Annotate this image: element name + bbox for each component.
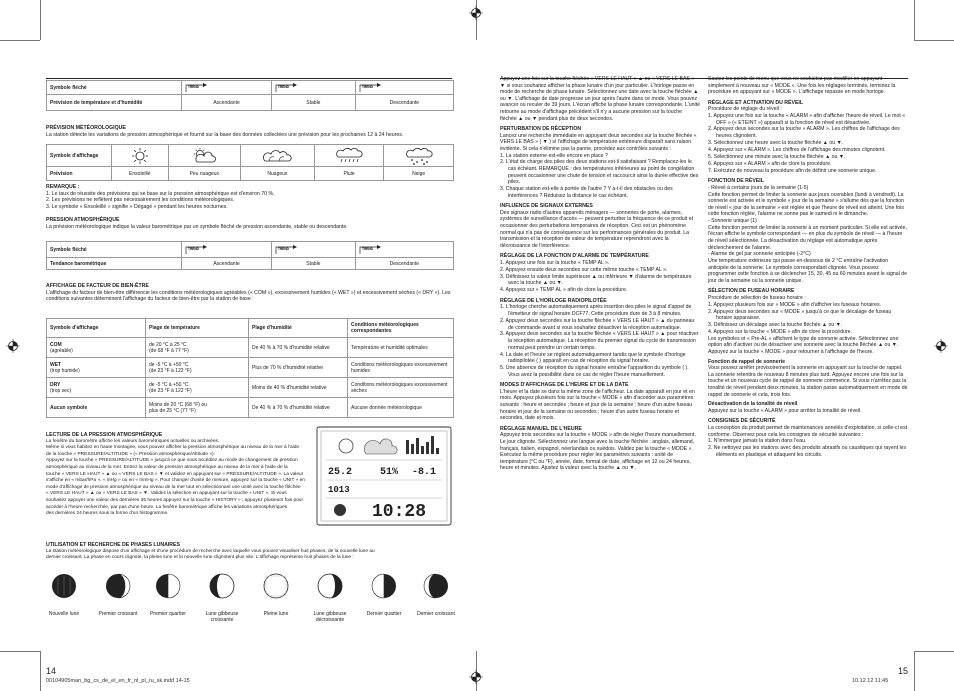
trend-row-label: Symbole fléché	[47, 81, 182, 95]
trend-value: Descendante	[355, 95, 453, 111]
comfort-condition: Aucune donnée météorologique	[348, 398, 454, 418]
trend-value: Descendante	[355, 258, 453, 270]
moon-phase-label: Pleine lune	[263, 611, 289, 617]
list-item: 1. L'horloge cherche automatiquement après insertion des piles le signal d'appel de l'émetteur de signal horaire DCF77. Cette procédure dure de 3 à 8 minutes.	[500, 304, 692, 318]
registration-mark-icon	[934, 339, 948, 353]
section-heading: RÉGLAGE ET ACTIVATION DU RÉVEIL	[708, 99, 804, 106]
comfort-header: Symbole d'affichage	[47, 319, 146, 338]
list-item: 2. L'état de charge des piles des deux stations est-il satisfaisant ? Remplacez-les le cas échéant. REMARQUE : des températures inférieures au point de congélation peuvent occasionner une chute de tension et raccourcir ainsi la durée effective des piles.	[500, 159, 699, 186]
paragraph: La conception du produit permet de maintenances annelés d'exploitation, si celle-ci est conforme. Observez pour cela les consignes de sécurité suivantes :	[708, 424, 908, 438]
section-heading: RÉGLAGE MANUEL DE L'HEURE	[500, 425, 582, 432]
crop-mark	[914, 651, 954, 652]
list-item: 1. Appuyez une fois sur la touche « TEMP AL ».	[500, 260, 610, 267]
list-item: 4. La date et l'heure se règlent automatiquement tandis que le symbole d'horloge radiopilotée ( ) apparaît en cas de réception du signal horaire.	[500, 351, 686, 365]
section-heading: RÉGLAGE DE LA FONCTION D'ALARME DE TEMPÉRATURE	[500, 253, 649, 260]
forecast-value: Ensoleillé	[112, 167, 169, 181]
table-row	[47, 398, 454, 418]
crop-mark	[0, 40, 40, 41]
paragraph: L'affichage du facteur de bien-être différencie les conditions météorologiques agréables (« COM »), excessivement humides (« WET ») et excessivement sèches (« DRY »). Les conditions suivantes déterminent l'affichage du facteur de bien-être par la station de base :	[46, 289, 451, 303]
list-item: 2. Appuyez deux secondes sur la touche « ALARM ». Les chiffres de l'affichage des heures clignotent.	[708, 126, 900, 140]
paragraph-line: touche « VERS LE HAUT » ▲ ou « VERS LE BAS » ▼ et validez en appuyant sur « PRESSURE/ALTITUDE ». La valeur	[46, 471, 304, 477]
svg-text:25.2: 25.2	[328, 467, 353, 478]
trend-row-label: Tendance barométrique	[47, 258, 182, 270]
sun-icon	[112, 145, 169, 167]
trend-value: Ascendante	[182, 258, 272, 270]
list-item: 4. Appuyez sur « TEMP AL » afin de clore la procédure.	[500, 287, 628, 294]
list-item: 2. Appuyez deux secondes sur la touche fléchée « VERS LE HAUT » ▲ du panneau de commande avant si vous souhaitez désactiver la réception automatique.	[500, 317, 695, 331]
comfort-temp: de 20 °C à 25 °C (de 68 °F à 77 °F)	[146, 338, 249, 358]
paragraph: Procédure de réglage du réveil :	[708, 106, 782, 113]
comfort-symbol: DRY	[50, 381, 61, 388]
forecast-value: Neige	[384, 167, 454, 181]
paragraph: Vous pouvez arrêter provisoirement la sonnerie en appuyant sur la touche de rappel. La sonnerie retentira de nouveau 8 minutes plus tard. Appuyez encore une fois sur la touche et un nouveau cycle de rappel de sonnerie commence. Si vous n'arrêtez pas la tonalité de réveil pendant deux minutes, la station passe automatiquement en mode de rappel de sonnerie et cela, trois fois.	[708, 365, 908, 398]
comfort-condition: Conditions météorologiques excessivement humides	[348, 358, 454, 378]
weather-station-display-illustration	[316, 426, 452, 526]
svg-text:TREND: TREND	[278, 84, 290, 89]
registration-mark-icon	[469, 670, 483, 684]
paragraph-line: Appuyez sur la touche « PRESSURE/ALTITUDE » jusqu'à ce que vous accédiez au mode de changement de pression	[46, 458, 298, 464]
section-heading: INFLUENCE DE SIGNAUX EXTERNES	[500, 203, 593, 210]
list-item: 4. Appuyez sur « ALARM ». Les chiffres de l'affichage des minutes clignotent.	[708, 146, 886, 153]
paragraph: Appuyez trois secondes sur la touche « MODE » afin de régler l'heure manuellement. Le jour clignote. Sélectionnez une langue avec la touche fléchée : anglais, allemand, français, italien, espagnol, néerlandais ou suédois. Validez par la touche « MODE ». Exécutez la même procédure pour régler les paramètres suivants : unité de température (°C ou °F), année, date, format de date, affichage en 12 ou 24 heures, heure et minutes. Ajustez la valeur avec la touche ▲ ou ▼.	[500, 432, 696, 472]
paragraph-line: La station météorologique dispose d'un affichage et d'une procédure de recherche avec laquelle vous pouvez visualiser huit phases, de la nouvelle lune au	[46, 548, 375, 554]
remark-item: 3. Le symbole « Ensoleillé » signifie « Dégagé » pendant les heures nocturnes.	[46, 203, 228, 210]
paragraph: Une température extérieure qui passe en-dessous de 2 °C entraîne l'activation anticipée de la sonnerie. Le symbole correspondant clignote. Vous pouvez programmer cette fonction à se déclencher 15, 30, 45 ou 60 minutes avant le signal de jour de la semaine ou la sonnerie unique.	[708, 258, 907, 284]
svg-text:51%: 51%	[380, 467, 399, 478]
list-item: 3. Appuyez deux secondes sur la touche fléchée « VERS LE HAUT » ▲ pour réactiver la réception automatique. La réception du premier signal du cycle de transmission normal peut prendre un certain temps.	[500, 331, 699, 351]
paragraph-line: La fenêtre du baromètre affiche les valeurs barométriques actuelles ou archivées.	[46, 438, 220, 444]
paragraph-line: des dernières 24 heures sous la forme d'un histogramme.	[46, 511, 169, 517]
list-item: - Sonnerie unique (1)	[708, 217, 757, 224]
registration-mark-icon	[6, 339, 20, 353]
paragraph: Les symboles et « Pre-AL » affichent le type de sonnerie activée. Sélectionnez une option afin d'activer ou de désactiver une sonnerie avec la touche fléchée ▲ ou ▼. Appuyez sur la touche « MODE » pour retourner à l'affichage de l'heure.	[708, 335, 899, 356]
forecast-row-label: Prévision	[47, 167, 112, 181]
section-heading: FONCTION DE RÉVEIL	[708, 178, 764, 185]
forecast-value: Peu nuageux	[168, 167, 241, 181]
crop-mark	[914, 651, 915, 691]
trend-down-icon	[355, 81, 453, 95]
registration-mark-icon	[469, 6, 483, 20]
trend-up-icon	[182, 242, 272, 258]
page-number: 14	[46, 666, 57, 676]
remark-item: 2. Les prévisions ne reflètent pas nécessairement les conditions météorologiques.	[46, 197, 235, 204]
trend-table-2	[46, 241, 454, 270]
list-item: - Réveil à certains jours de la semaine (1-5)	[708, 184, 809, 191]
table-row	[47, 378, 454, 398]
waxing-crescent-icon	[106, 574, 130, 598]
trend-stable-icon	[272, 81, 356, 95]
section-heading: PRÉVISION MÉTÉOROLOGIQUE	[46, 125, 126, 131]
crop-mark	[40, 651, 41, 691]
remark-item: 1. Le taux de réussite des prévisions qui se base sur la pression atmosphérique est d'environ 70 %.	[46, 190, 275, 197]
comfort-condition: Conditions météorologiques excessivement sèches	[348, 378, 454, 398]
trend-stable-icon	[272, 242, 356, 258]
list-item: 2. Appuyez ensuite deux secondes sur cette même touche « TEMP AL ».	[500, 266, 668, 273]
section-heading: RÉGLAGE DE L'HORLOGE RADIOPILOTÉE	[500, 297, 607, 304]
cloudy-icon	[241, 145, 315, 167]
paragraph: Des signaux radio d'autres appareils ménagers — sonneries de porte, alarmes, systèmes de surveillance d'accès — peuvent perturber la fréquence de ce produit et occasionner des perturbations temporaires de réception. Ceci est un phénomène normal qui n'a pas de conséquence sur les performances générales du produit. La transmission et la réception de valeur de température reprendront avec la décroissance de l'interférence.	[500, 209, 694, 249]
list-item: 5. Sélectionnez une minute avec la touche fléchée ▲ ou ▼.	[708, 153, 846, 160]
comfort-symbol: Aucun symbole	[50, 404, 88, 411]
comfort-humidity: De 40 % à 70 % d'humidité relative	[249, 338, 348, 358]
waning-crescent-icon	[424, 574, 448, 598]
section-heading: PRESSION ATMOSPHÉRIQUE	[46, 217, 120, 224]
forecast-value: Nuageux	[241, 167, 315, 181]
section-heading: LECTURE DE LA PRESSION ATMOSPHÉRIQUE	[46, 432, 163, 438]
svg-text:TREND: TREND	[188, 84, 199, 89]
list-item: 1. N'immergez jamais la station dans l'eau.	[708, 438, 807, 445]
subsection-heading: Fonction de rappel de sonnerie	[708, 358, 785, 365]
list-item: 1. Appuyez une fois sur la touche « ALARM » afin d'afficher l'heure de réveil. Le mot « OFF » (« ETEINT ») apparaît si la fonction de réveil est désactivée.	[708, 112, 906, 126]
list-item: - Alarme de gel par sonnerie anticipée (-2°C)	[708, 251, 811, 258]
paragraph-line: Même si vous habitez en haute montagne, vous pouvez afficher la pression atmosphérique au niveau de la mer à l'aide	[46, 445, 300, 451]
list-item: 2. Appuyez deux secondes sur « MODE » jusqu'à ce que le décalage de fuseau horaire apparaisse.	[708, 308, 892, 322]
svg-text:TREND: TREND	[361, 246, 373, 251]
forecast-value: Pluie	[314, 167, 384, 181]
moon-phase-label: Dernier quartier	[366, 611, 402, 617]
comfort-temp: de -5 °C à +50 °C (de 23 °F à 122 °F)	[146, 378, 249, 398]
comfort-condition: Température et humidité optimales	[348, 338, 454, 358]
moon-phase-section	[46, 542, 454, 562]
trend-row-label: Symbole fléché	[47, 242, 182, 258]
table-row	[47, 338, 454, 358]
crop-mark	[0, 651, 40, 652]
footer-timestamp: 10.12.12 11:45	[852, 678, 889, 684]
last-quarter-icon	[372, 574, 396, 598]
footer-filename: 00104905man_bg_cs_de_el_en_fr_nl_pl_ru_sk.indd 14-15	[46, 678, 190, 684]
list-item: 3. Sélectionnez une heure avec la touche fléchée ▲ ou ▼.	[708, 139, 844, 146]
trend-value: Ascendante	[182, 95, 272, 111]
trend-up-icon	[182, 81, 272, 95]
paragraph: Appuyez une fois sur la touche fléchée « VERS LE HAUT » ▲ ou « VERS LE BAS » ▼ si vous souhaitez afficher la phase lunaire d'un jour particulier. L'horloge passe en mode de recherche de phase lunaire. Sélectionnez une date avec la touche fléchée ▲ ou ▼. L'affichage de date progresse un jour après l'autre dans ce mode. Vous pouvez avancer ou reculer de 39 jours. L'écran affiche la phase lunaire correspondante. L'unité retourne au mode d'affichage précédent s'il n'y a aucune pression sur la touche fléchée ▲ ou ▼ pendant plus de deux secondes.	[500, 76, 701, 122]
svg-text:TREND: TREND	[278, 246, 290, 251]
moon-phase-label: Premier quartier	[150, 611, 186, 617]
section-heading: CONSIGNES DE SÉCURITÉ	[708, 418, 776, 425]
list-item: 3. Chaque station est-elle à portée de l'autre ? Y a-t-il des obstacles ou des interférences ? Réduisez la distance le cas échéant.	[500, 186, 673, 199]
moon-phase-label: Lune gibbeuse croissante	[205, 611, 239, 623]
comfort-temp: Moins de 20 °C (68 °F) ou plus de 25 °C (77 °F)	[146, 398, 249, 418]
svg-text:TREND: TREND	[188, 246, 199, 251]
paragraph: La prévision météorologique indique la valeur barométrique par un symbole fléché de pression ascendante, stable ou descendante.	[46, 223, 348, 230]
trend-down-icon	[355, 242, 453, 258]
moon-phase-label: Premier croissant	[98, 611, 138, 617]
forecast-row-label: Symbole d'affichage	[47, 145, 112, 167]
comfort-symbol: COM	[50, 341, 62, 348]
full-moon-icon	[264, 574, 288, 598]
svg-text:1013: 1013	[328, 485, 350, 495]
comfort-humidity: Moins de 40 % d'humidité relative	[249, 378, 348, 398]
page-number: 15	[898, 666, 909, 676]
new-moon-icon	[52, 574, 76, 598]
list-item: 7. Exécutez de nouveau la procédure afin de définir une sonnerie unique.	[708, 167, 877, 174]
paragraph-line: souhaitez appuyer une valeur des dernières 36 heures appuyez sur la touche « HISTORY » ; appuyez plusieurs fois pour	[46, 497, 304, 503]
svg-text:TREND: TREND	[361, 84, 373, 89]
comfort-header: Plage de température	[146, 319, 249, 338]
comfort-table	[46, 318, 454, 418]
comfort-humidity: Plus de 70 % d'humidité relative	[249, 358, 348, 378]
list-item: 2. Ne nettoyez pas les stations avec des produits abrasifs ou caustiques qui rayent les éléments en plastique et attaquent les circuits.	[708, 445, 907, 458]
comfort-header: Conditions météorologiques correspondantes	[348, 319, 454, 338]
list-item: 5. Une absence de réception du signal horaire entraîne l'apparition du symbole ( ). Vous avez la possibilité dans ce cas de régler l'heure manuellement.	[500, 365, 689, 378]
paragraph: Cette fonction permet de limiter la sonnerie aux jours ouvrables (lundi à vendredi). La sonnerie est activée et le symbole « jour de la semaine » s'allume dès que la fonction de réveil « jour de la semaine » est réglée et que l'heure de réveil est atteint. Une fois cette fonction réglée, l'alarme ne sonne pas le samedi ni le dimanche.	[708, 191, 904, 218]
paragraph-line: mode d'affichage de pression atmosphérique au niveau de la mer tout en sélectionnant une unité avec la touche fléchée	[46, 484, 301, 490]
list-item: 3. Définissez la valeur limite supérieure ▲ ou inférieure ▼ d'alarme de température avec la touche ▲ ou ▼.	[500, 273, 692, 287]
svg-text:10:28: 10:28	[372, 502, 427, 522]
comfort-header: Plage d'humidité	[249, 319, 348, 338]
waxing-gibbous-icon	[210, 574, 234, 598]
paragraph-line: dernier croissant. La phase en cours clignote, la pleine lune et la nouvelle lune clignotent plus vite. L'affichage représente huit phases de la lune :	[46, 555, 354, 561]
paragraph-line: s'affiche en « mbar/hPa », « inHg » ou en « mmHg ». Pour changer d'unité de mesure, appuyez sur la touche « UNIT » en	[46, 478, 305, 484]
paragraph: Sautez les points de menu que vous ne souhaitez pas modifier en appuyant simplement à nouveau sur « MODE ». Une fois les réglages terminés, terminez la procédure en appuyant sur « MODE ». L'affichage repasse en mode horloge.	[708, 76, 896, 96]
trend-value: Stable	[272, 95, 356, 111]
svg-text:-8.1: -8.1	[412, 467, 437, 478]
crop-mark	[914, 0, 915, 40]
section-heading: PERTURBATION DE RÉCEPTION	[500, 126, 582, 133]
snow-icon	[384, 145, 454, 167]
paragraph-line: accéder à l'heure recherchée, par pas d'une heure. La fenêtre barométrique affiche les variations atmosphériques	[46, 504, 288, 510]
list-item: 6. Appuyez sur « ALARM » afin de clore la procédure.	[708, 160, 832, 167]
list-item: 1. La station externe est-elle encore en place ?	[500, 152, 608, 159]
paragraph: Lancez une recherche immédiate en appuyant deux secondes sur la touche fléchée « VERS LE BAS » ( ▼ ) si l'affichage de température extérieure disparaît sans raison évidente. Si cela n'élimine pas la panne, procédez aux contrôles suivants :	[500, 132, 697, 152]
list-item: 1. Appuyez plusieurs fois sur « MODE » afin d'afficher les fuseaux horaires.	[708, 301, 882, 308]
forecast-table	[46, 144, 454, 181]
pressure-reading-section	[46, 432, 308, 518]
paragraph: Procédure de sélection de fuseau horaire :	[708, 295, 806, 302]
trend-value: Stable	[272, 258, 356, 270]
trend-table-1	[46, 80, 454, 111]
paragraph-line: atmosphérique au niveau de la mer. Entrez la valeur de pression atmosphérique au niveau de la mer à l'aide de la	[46, 464, 288, 470]
table-row	[47, 358, 454, 378]
section-heading: UTILISATION ET RECHERCHE DE PHASES LUNAIRES	[46, 542, 180, 548]
subsection-heading: Désactivation de la tonalité de réveil	[708, 401, 798, 408]
list-item: 3. Définissez un décalage avec la touche fléchée ▲ ou ▼.	[708, 322, 843, 329]
section-heading: AFFICHAGE DE FACTEUR DE BIEN-ÊTRE	[46, 283, 149, 289]
comfort-temp: de -5 °C à +50 °C (de 23 °F à 122 °F)	[146, 358, 249, 378]
section-heading: REMARQUE :	[46, 184, 80, 190]
rain-icon	[314, 145, 384, 167]
paragraph: Appuyez sur la touche « ALARM » pour arrêter la tonalité de réveil.	[708, 407, 862, 414]
crop-mark	[40, 0, 41, 40]
section-heading: MODES D'AFFICHAGE DE L'HEURE ET DE LA DATE	[500, 382, 629, 389]
crop-mark	[914, 40, 954, 41]
comfort-symbol-sub: (agréable)	[50, 347, 73, 354]
trend-row-label: Prévision de température et d'humidité	[47, 95, 182, 111]
paragraph: Cette fonction permet de limiter la sonnerie à un moment particulier. Si elle est activée, l'écran affiche le symbole correspondant — en plus du symbole de réveil — à l'heure de réveil sélectionnée. La désactivation du réglage est automatique après déclenchement de l'alarme.	[708, 224, 907, 251]
paragraph-line: « VERS LE HAUT » ▲ ou « VERS LE BAS » ▼. Validez la sélection en appuyant sur la touche « UNIT ». Si vous	[46, 491, 287, 497]
section-heading: SÉLECTION DE FUSEAU HORAIRE	[708, 288, 795, 295]
paragraph: L'heure et la date se dans la même zone de l'afficheur. La date apparaît en jour et en mois. Appuyez plusieurs fois sur la touche « MODE » afin d'accéder aux paramètres suivants : heure et secondes ; heure et jour de la semaine ; heure d'un autre fuseau horaire et jour de la semaine ou secondes ; heure d'un autre fuseau horaire et secondes, date et mois.	[500, 388, 695, 422]
first-quarter-icon	[156, 574, 180, 598]
moon-phase-label: Lune gibbeuse décroissante	[313, 611, 347, 623]
waning-gibbous-icon	[318, 574, 342, 598]
moon-phase-icons	[48, 572, 456, 600]
partly-cloudy-icon	[168, 145, 241, 167]
moon-phase-label: Dernier croissant	[417, 611, 455, 617]
paragraph-line: de la touche « PRESSURE/ALTITUDE » (« Pression atmosphérique/Altitude »).	[46, 451, 215, 457]
right-page-column-1	[500, 76, 700, 472]
comfort-humidity: De 40 % à 70 % d'humidité relative	[249, 398, 348, 418]
moon-phase-label: Nouvelle lune	[48, 611, 80, 617]
comfort-symbol-sub: (trop sec)	[50, 387, 72, 394]
list-item: 4. Appuyez sur la touche « MODE » afin de clore la procédure.	[708, 328, 852, 335]
comfort-symbol: WET	[50, 361, 62, 368]
right-page-column-2	[708, 76, 908, 459]
paragraph: La station détecte les variations de pression atmosphérique et fournit sur la base des données collectées une prévision pour les prochaines 12 à 24 heures.	[46, 131, 404, 138]
comfort-symbol-sub: (trop humide)	[50, 367, 80, 374]
